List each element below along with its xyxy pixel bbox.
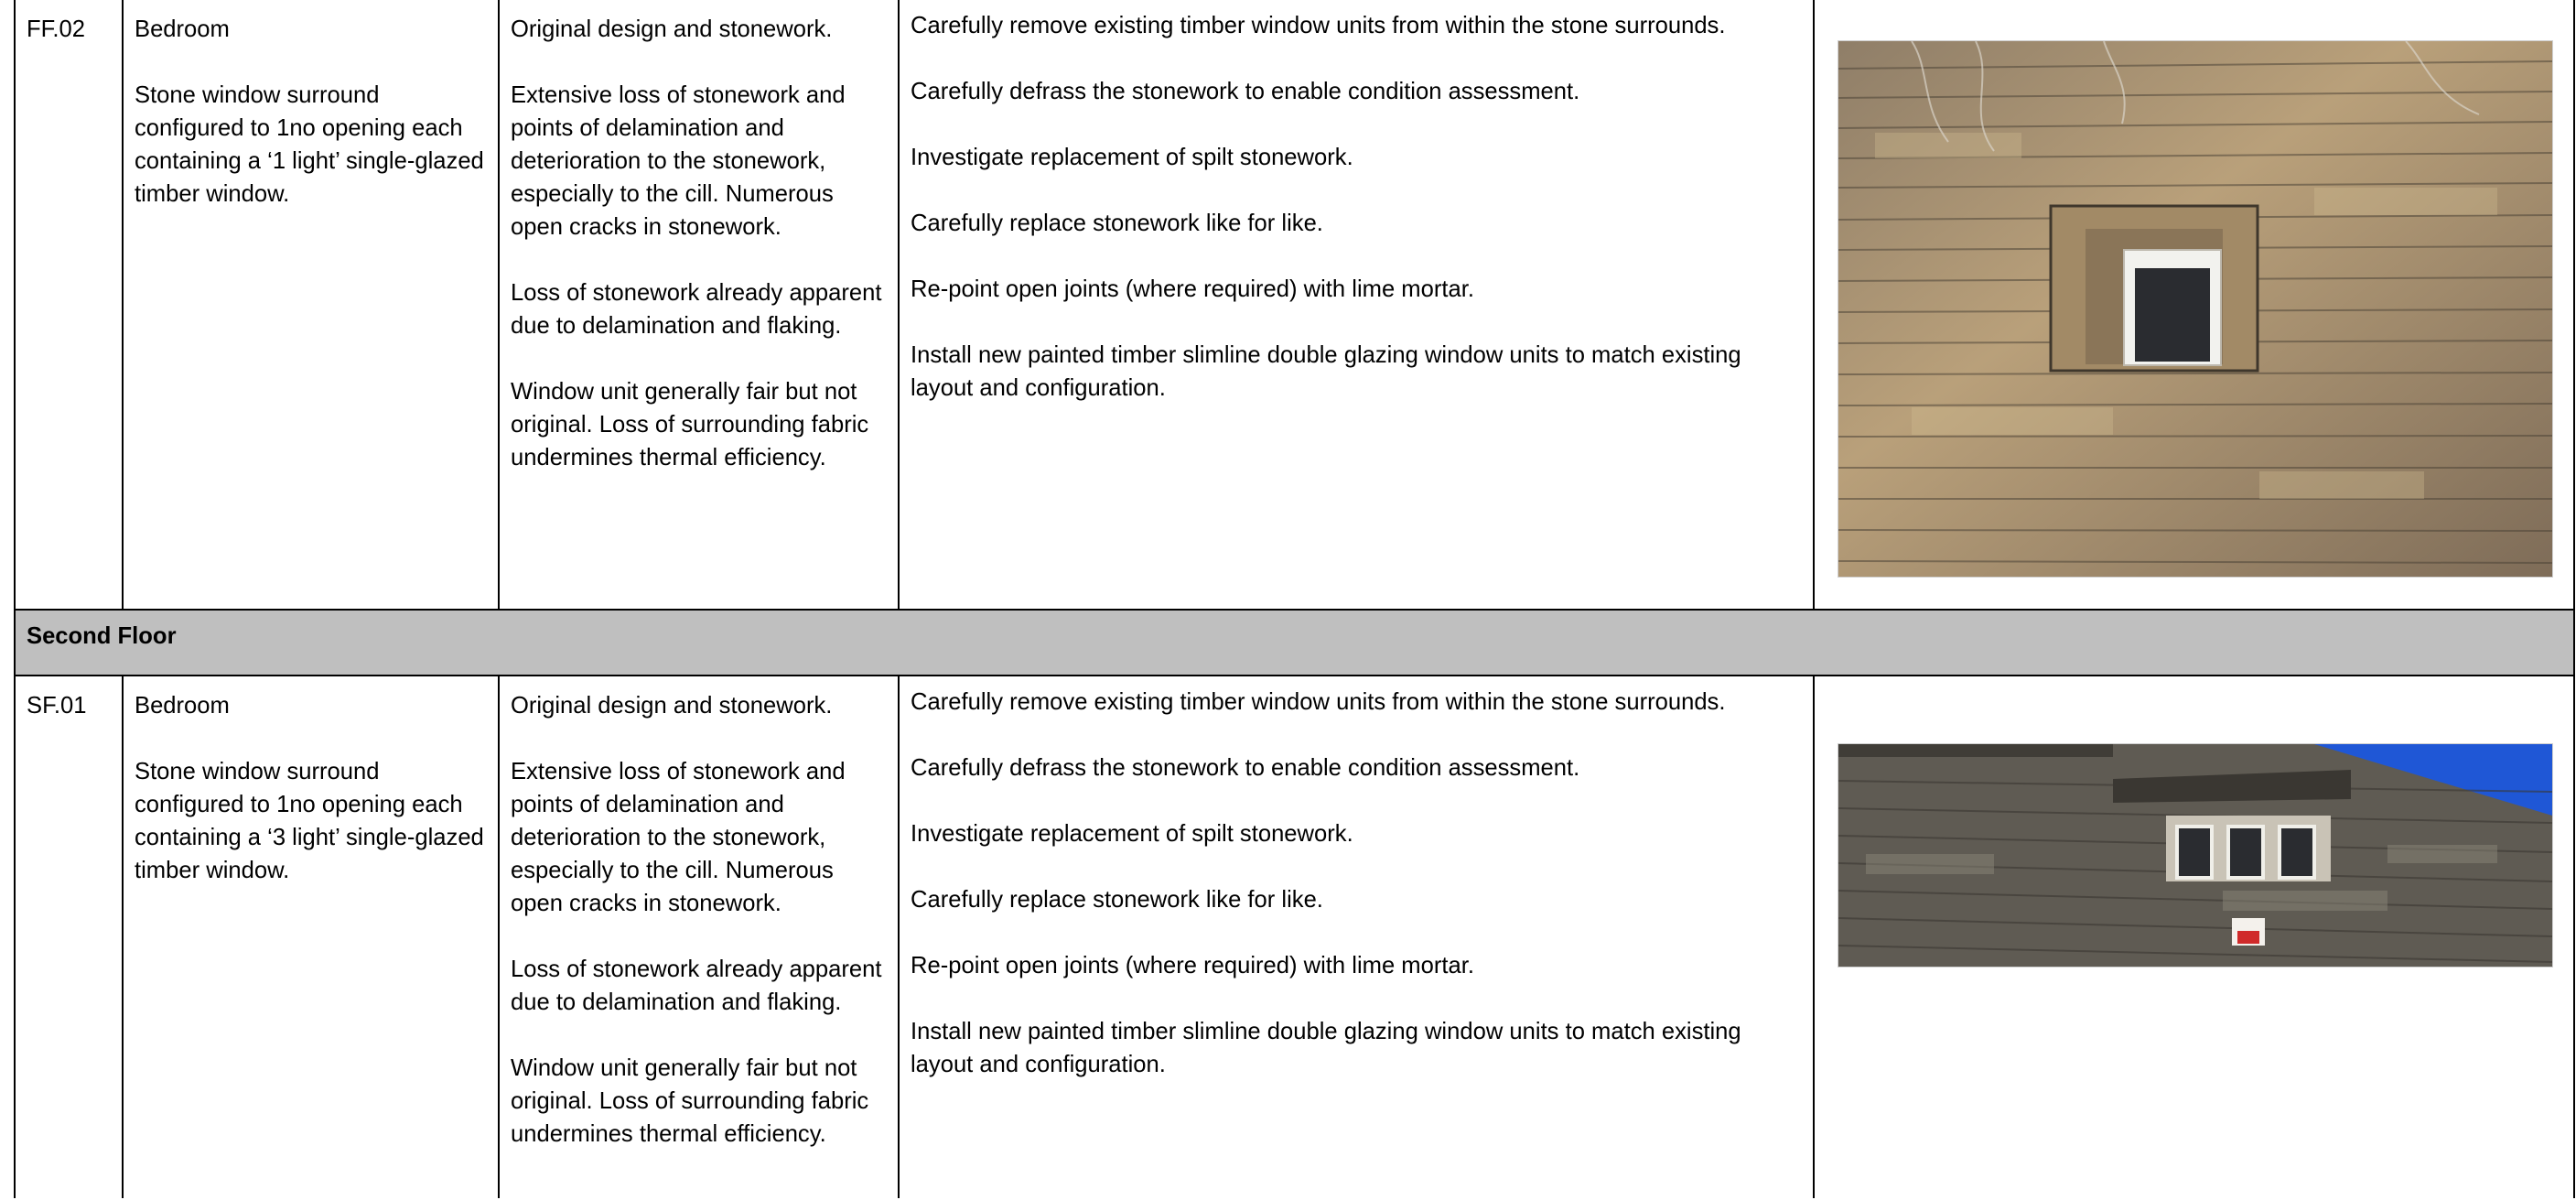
works-item: Carefully replace stonework like for like. xyxy=(911,211,1323,236)
stone-wall-photo xyxy=(1838,41,2552,577)
condition-text: Loss of stonework already apparent due to delamination and flaking. xyxy=(511,957,882,1015)
ref-cell xyxy=(16,0,124,609)
works-item: Carefully replace stonework like for like. xyxy=(911,887,1323,913)
works-item: Install new painted timber slimline double glazing window units to match existing layout and configuration. xyxy=(911,342,1741,401)
section-heading: Second Floor xyxy=(16,611,2573,676)
works-item: Investigate replacement of spilt stonework. xyxy=(911,145,1353,170)
location-title: Bedroom xyxy=(135,693,230,719)
works-item: Install new painted timber slimline double glazing window units to match existing layout and configuration. xyxy=(911,1019,1741,1077)
works-item: Carefully defrass the stonework to enable condition assessment. xyxy=(911,755,1580,781)
works-item: Carefully remove existing timber window units from within the stone surrounds. xyxy=(911,689,1726,715)
works-item: Carefully remove existing timber window units from within the stone surrounds. xyxy=(911,13,1726,38)
condition-text: Loss of stonework already apparent due to delamination and flaking. xyxy=(511,280,882,339)
ref-cell xyxy=(16,676,124,1198)
works-item: Carefully defrass the stonework to enable condition assessment. xyxy=(911,79,1580,104)
condition-text: Original design and stonework. xyxy=(511,16,833,42)
location-description: Stone window surround configured to 1no opening each containing a ‘3 light’ single-glazed timber window. xyxy=(135,759,484,883)
condition-text: Window unit generally fair but not original. Loss of surrounding fabric undermines thermal efficiency. xyxy=(511,379,869,470)
condition-cell xyxy=(500,0,900,609)
ref-code: FF.02 xyxy=(27,16,86,42)
window-photo-sf01 xyxy=(1838,743,2553,968)
location-cell xyxy=(124,676,500,1198)
condition-text: Window unit generally fair but not original. Loss of surrounding fabric undermines thermal efficiency. xyxy=(511,1055,869,1147)
works-item: Investigate replacement of spilt stonework. xyxy=(911,821,1353,847)
condition-text: Original design and stonework. xyxy=(511,693,833,719)
ref-code: SF.01 xyxy=(27,693,87,719)
location-description: Stone window surround configured to 1no opening each containing a ‘1 light’ single-glazed timber window. xyxy=(135,82,484,207)
condition-text: Extensive loss of stonework and points of delamination and deterioration to the stonework, especially to the cill. Numerous open cracks in stonework. xyxy=(511,759,846,916)
works-cell xyxy=(900,0,1815,609)
location-title: Bedroom xyxy=(135,16,230,42)
works-item: Re-point open joints (where required) with lime mortar. xyxy=(911,953,1474,978)
works-cell xyxy=(900,676,1815,1198)
gable-window-photo xyxy=(1838,744,2552,967)
window-photo-ff02 xyxy=(1838,40,2553,578)
condition-cell xyxy=(500,676,900,1198)
works-item: Re-point open joints (where required) with lime mortar. xyxy=(911,276,1474,302)
location-cell xyxy=(124,0,500,609)
condition-text: Extensive loss of stonework and points of delamination and deterioration to the stonework, especially to the cill. Numerous open cracks in stonework. xyxy=(511,82,846,240)
